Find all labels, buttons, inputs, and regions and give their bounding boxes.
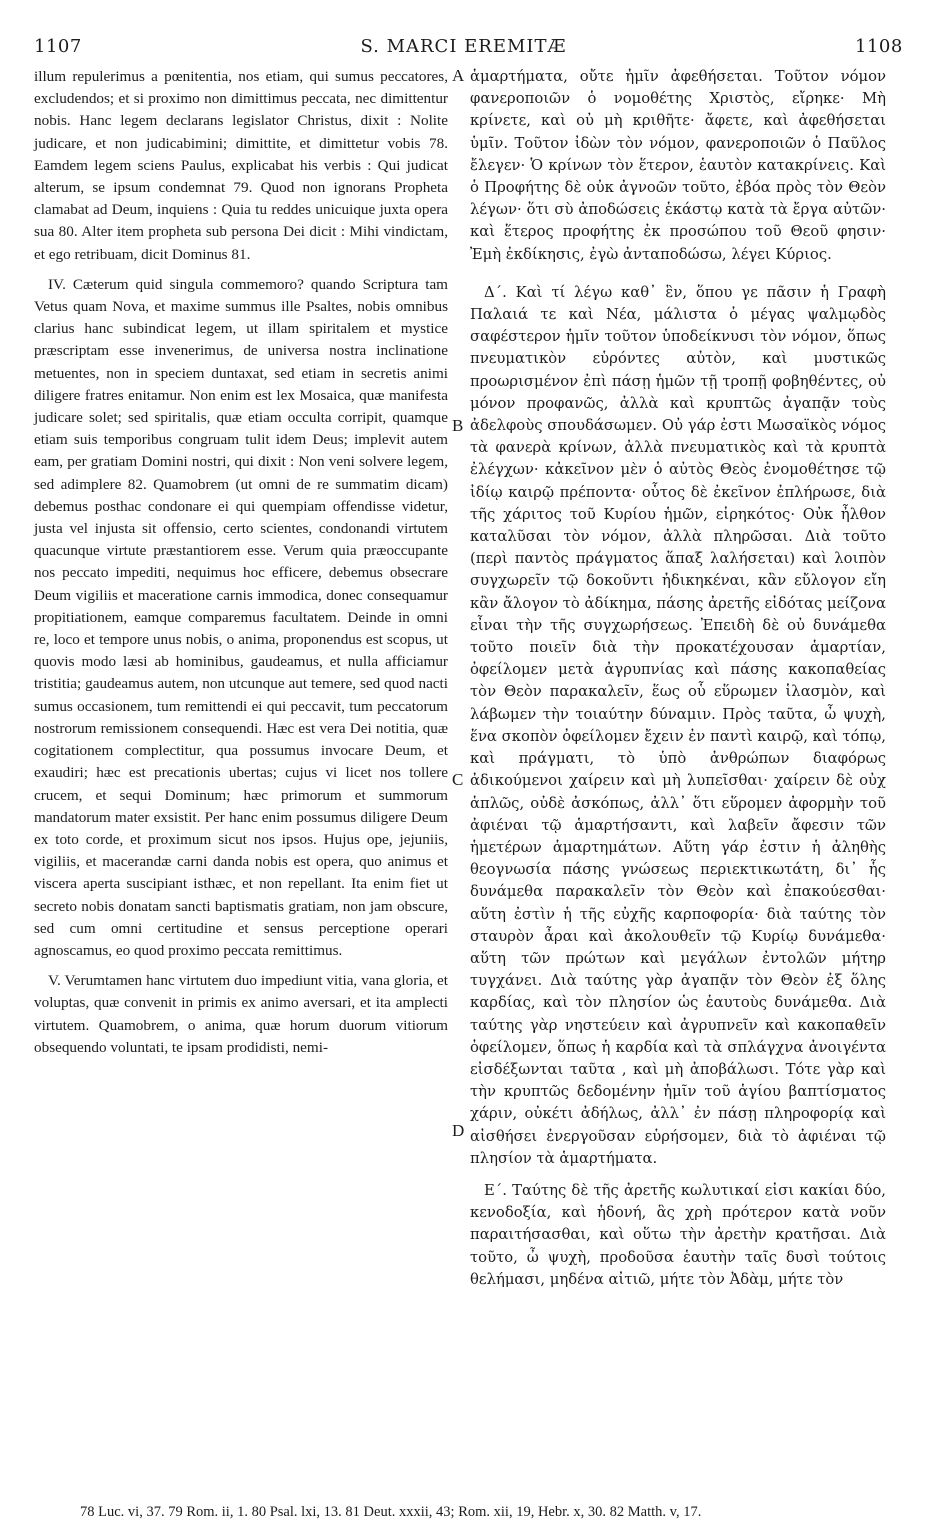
margin-letter-b: B (452, 416, 464, 435)
column-number-left: 1107 (34, 36, 82, 57)
running-title: S. MARCI EREMITÆ (360, 36, 567, 57)
latin-paragraph-4: IV. Cæterum quid singula commemoro? quando Scriptura tam Vetus quam Nova, et maxime summus ille Psaltes, nobis omnibus clarius hanc subindicat legem, ut illam spiritalem et mystice præscriptam esse invenerimus, de universa nostra inclinatione metuentes, non in speciem duntaxat, sed etiam in secretis animi diligere fratres enitamur. Non enim est lex Mosaica, quæ manifesta judicare solet; sed spiritalis, quæ etiam occulta corripit, quamque etiam suis temporibus congruam tulit idem Deus; implevit autem eam, per gratiam Domini nostri, qui dixit : Non veni solvere legem, sed adimplere 82. Quamobrem (ut omni de re summatim dicam) debemus posthac condonare ei qui quempiam offendisse videtur, justa vel injusta sit offensio, certo scientes, condonandi virtutem quacunque virtute præstantiorem esse. Verum quia præoccupante nos peccato impediti, nequimus hoc efficere, debemus obsecrare Deum vigiliis et maceratione carnis immodica, donec consequamur propitiationem, eamque comparemus facultatem. Deinde in omni re, loco et tempore unus nobis, o anima, proponendus est scopus, ut quovis modo læsi ab hominibus, gaudeamus, et nulla afficiamur tristitia; gaudeamus autem, non utcunque aut temere, sed quod nacti sumus occasionem, tum remittendi ei qui peccavit, tum peccatorum nostrorum remissionem consequendi. Hæc est vera Dei notitia, quæ cogitationem complectitur, qua possumus invocare Deum, et exaudiri; hæc est precationis ubertas; cujus vi licet nos tollere crucem, et sequi Dominum; hæc primorum et summorum mandatorum mater exsistit. Per hanc enim possumus diligere Deum ex toto corde, et proximum sicut nos ipsos. Hujus ope, jejuniis, vigiliis, et macerandæ carni danda nobis est opera, quo animus et viscera aperta suscipiant isthæc, et non repellant. Ita enim fiet ut secreto nobis donatam sancti baptismatis gratiam, non jam obscure, sed cum omni certitudine et sensus perceptione operari agnoscamus, eo quod proximo peccata remittimus. (34, 275, 448, 959)
page-header (0, 0, 927, 60)
margin-letter-d: D (452, 1121, 465, 1140)
footnotes: 78 Luc. vi, 37. 79 Rom. ii, 1. 80 Psal. lxi, 13. 81 Deut. xxxii, 43; Rom. xii, 19, Hebr. x, 30. 82 Matth. v, 17. (80, 1504, 702, 1520)
greek-column (470, 66, 886, 1291)
latin-column (34, 66, 448, 1059)
greek-paragraph-1: ἁμαρτήματα, οὔτε ἡμῖν ἀφεθήσεται. Τοῦτον νόμον φανεροποιῶν ὁ νομοθέτης Χριστὸς, εἴρηκε· Μὴ κρίνετε, καὶ οὐ μὴ κριθῆτε· ἄφετε, καὶ ἀφεθήσεται ὑμῖν. Τοῦτον ἰδὼν τὸν νόμον, φανεροποιῶν ὁ Παῦλος ἔλεγεν· Ὁ κρίνων τὸν ἕτερον, ἑαυτὸν κατακρίνεις. Καὶ ὁ Προφήτης δὲ οὐκ ἀγνοῶν τοῦτο, ἐβόα πρὸς τὸν Θεὸν λέγων· ὅτι σὺ ἀποδώσεις ἑκάστῳ κατὰ τὰ ἔργα αὐτῶν· καὶ ἕτερος προφήτης ἐκ προσώπου τοῦ Θεοῦ φησιν· Ἐμὴ ἐκδίκησις, ἐγὼ ἀνταποδώσω, λέγει Κύριος. (470, 68, 886, 263)
greek-paragraph-5: Ε΄. Ταύτης δὲ τῆς ἀρετῆς κωλυτικαί εἰσι κακίαι δύο, κενοδοξία, καὶ ἡδονή, ἃς χρὴ πρότερον κατὰ νοῦν παραιτήσασθαι, καὶ οὕτω τὴν ἀρετὴν κρατῆσαι. Διὰ τοῦτο, ὦ ψυχὴ, προδοῦσα ἑαυτὴν ταῖς δυσὶ τούτοις θελήμασι, μηδένα αἰτιῶ, μήτε τὸν Ἀδὰμ, μήτε τὸν (470, 1181, 886, 1288)
latin-paragraph-5: V. Verumtamen hanc virtutem duo impediunt vitia, vana gloria, et voluptas, quæ convenit in primis ex animo aversari, et ita amplecti virtutem. Quamobrem, o anima, quæ horum duorum vitiorum obsequendo voluntati, te ipsam prodidisti, nemi- (34, 972, 448, 1056)
margin-letter-c: C (452, 770, 464, 789)
latin-paragraph-1: illum repulerimus a pœnitentia, nos etiam, qui sumus peccatores, excludendos; et si proximo non dimittimus peccata, nec dimittentur nobis. Hanc legem declarans legislator Christus, dixit : Nolite judicare, et non judicabimini; dimittite, et dimittetur vobis 78. Eamdem legem sciens Paulus, explicabat his verbis : Qui judicat alterum, se ipsum condemnat 79. Quod non ignorans Propheta clamabat ad Deum, inquiens : Quia tu reddes unicuique juxta opera sua 80. Alter item propheta sub persona Dei dicit : Mihi vindictam, et ego retribuam, dicit Dominus 81. (34, 68, 448, 263)
margin-letter-a: A (452, 66, 465, 85)
column-number-right: 1108 (855, 36, 903, 57)
greek-paragraph-4: Δ΄. Καὶ τί λέγω καθ᾽ ἓν, ὅπου γε πᾶσιν ἡ Γραφὴ Παλαιά τε καὶ Νέα, μάλιστα ὁ μέγας ψαλμῳδὸς σαφέστερον ἡμῖν τοῦτον ὑποδείκνυσι τὸν νόμον, ὅπως πνευματικὸν εὑρόντες αὐτὸν, καὶ μυστικῶς προωρισμένον ἐπὶ πάσῃ ἡμῶν τῇ τροπῇ φοβηθέντες, οὐ μόνον προφανῶς, ἀλλὰ καὶ κρυπτῶς ἀγαπᾷν τοὺς ἀδελφοὺς σπουδάσωμεν. Οὐ γάρ ἐστι Μωσαϊκὸς νόμος τὰ φανερὰ κρίνων, ἀλλὰ πνευματικὸς καὶ τὰ κρυπτὰ ἐλέγχων· κἀκεῖνον μὲν ὁ αὐτὸς Θεὸς ἐνομοθέτησε τῷ ἰδίῳ καιρῷ πρέποντα· οὗτος δὲ ἐκεῖνον ἐπλήρωσε, διὰ τῆς χάριτος τοῦ Κυρίου ἡμῶν, εἰρηκότος· Οὐκ ἦλθον καταλῦσαι τὸν νόμον, ἀλλὰ πληρῶσαι. Διὰ τοῦτο (περὶ παντὸς πράγματος ἅπαξ λαλήσεται) καὶ λοιπὸν συγχωρεῖν τῷ δοκοῦντι ἠδικηκέναι, κἂν εὔλογον εἴη κἂν ἄλογον τὸ ἀδίκημα, πάσης ἀρετῆς εἰδότας μείζονα εἶναι τὴν τῆς συγχωρήσεως. Ἐπειδὴ δὲ οὐ δυνάμεθα τοῦτο ποιεῖν διὰ τὴν προκατέχουσαν ἁμαρτίαν, ὀφείλομεν μετὰ ἀγρυπνίας καὶ πάσης κακοπαθείας τὸν Θεὸν παρακαλεῖν, ἕως οὗ εὕρωμεν ἱλασμὸν, καὶ λάβωμεν τὴν τοιαύτην δύναμιν. Πρὸς ταῦτα, ὦ ψυχὴ, ἕνα σκοπὸν ὀφείλομεν ἔχειν ἐν παντὶ καιρῷ, καὶ τόπῳ, καὶ πράγματι, τὸ ὑπὸ ἀνθρώπων διαφόρως ἀδικούμενοι χαίρειν καὶ μὴ λυπεῖσθαι· χαίρειν δὲ οὐχ ἁπλῶς, οὐδὲ ἀσκόπως, ἀλλ᾽ ὅτι εὕρομεν ἀφορμὴν τοῦ ἀφιέναι τῷ ἁμαρτήσαντι, καὶ λαβεῖν ἄφεσιν τῶν ἡμετέρων ἁμαρτημάτων. Αὕτη γάρ ἐστιν ἡ ἀληθὴς θεογνωσία πάσης γνώσεως περιεκτικωτάτη, δι᾽ ἧς δυνάμεθα παρακαλεῖν τὸν Θεὸν καὶ ἐπακούεσθαι· αὕτη ἐστὶν ἡ τῆς εὐχῆς καρποφορία· διὰ ταύτης τὸν σταυρὸν ἆραι καὶ ἀκολουθεῖν τῷ Κυρίῳ δυνάμεθα· αὕτη τῶν πρώτων καὶ μεγάλων ἐντολῶν μήτηρ τυγχάνει. Διὰ ταύτης γὰρ ἀγαπᾷν τὸν Θεὸν ἐξ ὅλης καρδίας, καὶ τὸν πλησίον ὡς ἑαυτοὺς δυνάμεθα. Διὰ ταύτης γὰρ νηστεύειν καὶ ἀγρυπνεῖν καὶ κακοπαθεῖν ὀφείλομεν, ὅπως ἡ καρδία καὶ τὰ σπλάγχνα ἀνοιγέντα εἰσδέξωνται ταῦτα , καὶ μὴ ἀποβάλωσι. Τότε γὰρ καὶ τὴν κρυπτῶς δεδομένην ἡμῖν τοῦ ἁγίου βαπτίσματος χάριν, οὐκέτι ἀδήλως, ἀλλ᾽ ἐν πάσῃ πληροφορίᾳ καὶ αἰσθήσει ἐνεργοῦσαν εὑρήσομεν, διὰ τὸ ἀφιέναι τῷ πλησίον τὰ ἁμαρτήματα. (470, 283, 886, 1167)
